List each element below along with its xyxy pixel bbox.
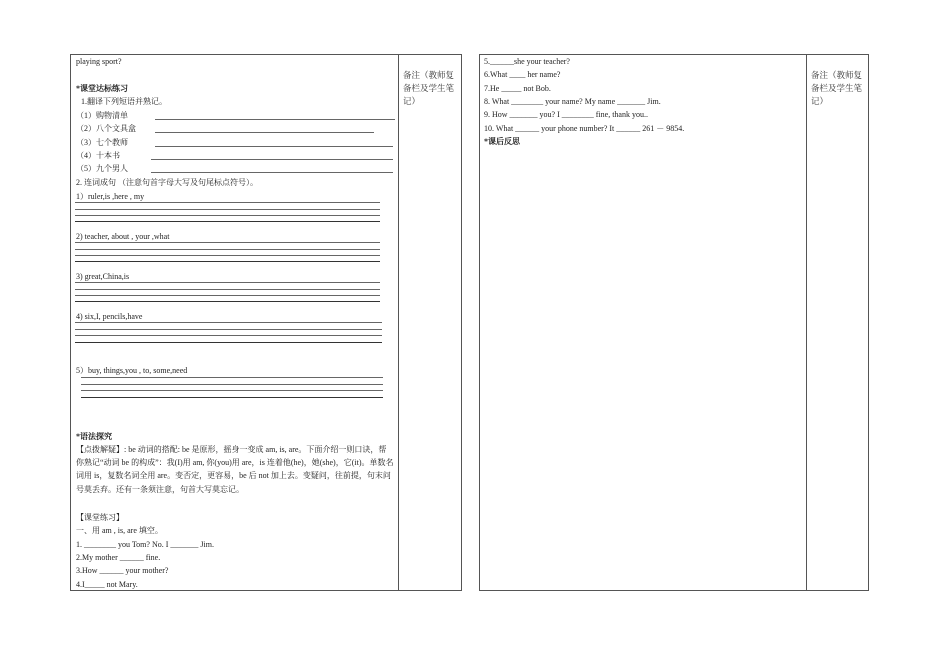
answer-line: [151, 172, 393, 173]
practice-item: 8. What ________ your name? My name _______ Jim.: [484, 97, 661, 106]
writing-line: [75, 221, 380, 222]
writing-line: [75, 342, 382, 343]
writing-line: [81, 390, 383, 391]
sentence-item: 1）ruler,is ,here , my: [76, 192, 145, 201]
writing-line: [75, 322, 382, 323]
sentence-item: 4) six,I, pencils,have: [76, 312, 143, 321]
translate-item: （4）十本书: [76, 151, 120, 160]
writing-line: [75, 301, 380, 302]
practice-item: 1. ________ you Tom? No. I _______ Jim.: [76, 540, 214, 549]
practice-item: 4.I_____ not Mary.: [76, 580, 138, 589]
sentence-item: 3) great,China,is: [76, 272, 130, 281]
practice-item: 6.What ____ her name?: [484, 70, 561, 79]
writing-line: [81, 397, 383, 398]
writing-line: [81, 384, 383, 385]
practice-title: 【课堂练习】: [76, 513, 124, 522]
right-page-panel: [479, 54, 869, 591]
sentence-item: 2) teacher, about , your ,what: [76, 232, 170, 241]
writing-line: [75, 249, 380, 250]
left-note-column: [398, 55, 461, 590]
writing-line: [75, 242, 380, 243]
answer-line: [155, 132, 374, 133]
grammar-title: *语法探究: [76, 432, 112, 441]
practice-item: 7.He _____ not Bob.: [484, 84, 551, 93]
practice-item: 9. How _______ you? I ________ fine, thank you..: [484, 110, 648, 119]
practice-item: 5.______she your teacher?: [484, 57, 570, 66]
practice-item: 10. What ______ your phone number? It ______ 261 － 9854.: [484, 124, 685, 133]
writing-line: [75, 289, 380, 290]
writing-line: [75, 202, 380, 203]
sentence-item: 5）buy, things,you , to, some,need: [76, 366, 188, 375]
translate-item: （2）八个文具盒: [76, 124, 136, 133]
practice-instruction: 一、用 am , is, are 填空。: [76, 526, 163, 535]
grammar-explanation: 【点拨解疑】: be 动词的搭配: be 是原形，摇身一变成 am, is, are。下面介绍一则口诀，帮你熟记“动词 be 的构成”：我(I)用 am, 你(you)用 are，is 连着他(he)，她(she)，它(it)。单数名词用 is，复数名词全用 are。变否定，更容易，be 后 not 加上去。变疑问，往前提，句末问号莫丢弃。还有一条须注意，句首大写莫忘记。: [76, 445, 394, 494]
writing-line: [75, 209, 380, 210]
answer-line: [155, 119, 395, 120]
left-page-panel: [70, 54, 462, 591]
answer-line: [151, 159, 393, 160]
translate-item: （1）购物清单: [76, 111, 128, 120]
left-note-label: 备注（教师复备栏及学生笔记）: [403, 70, 455, 106]
reflection-title: *课后反思: [484, 137, 520, 146]
writing-line: [75, 329, 382, 330]
translate-item: （3）七个教师: [76, 138, 128, 147]
practice-item: 2.My mother ______ fine.: [76, 553, 161, 562]
section-title-practice: *课堂达标练习: [76, 84, 128, 93]
translate-item: （5）九个男人: [76, 164, 128, 173]
writing-line: [75, 255, 380, 256]
practice-item: 3.How ______ your mother?: [76, 566, 169, 575]
writing-line: [75, 335, 382, 336]
writing-line: [75, 282, 380, 283]
writing-line: [81, 377, 383, 378]
writing-line: [75, 295, 380, 296]
writing-line: [75, 261, 380, 262]
right-note-column: [806, 55, 868, 590]
top-line-text: playing sport?: [76, 57, 122, 66]
answer-line: [155, 146, 393, 147]
sentence-instruction: 2. 连词成句 （注意句首字母大写及句尾标点符号）。: [76, 178, 258, 187]
writing-line: [75, 215, 380, 216]
translate-instruction: 1.翻译下列短语并熟记。: [81, 97, 167, 106]
right-note-label: 备注（教师复备栏及学生笔记）: [811, 70, 863, 106]
